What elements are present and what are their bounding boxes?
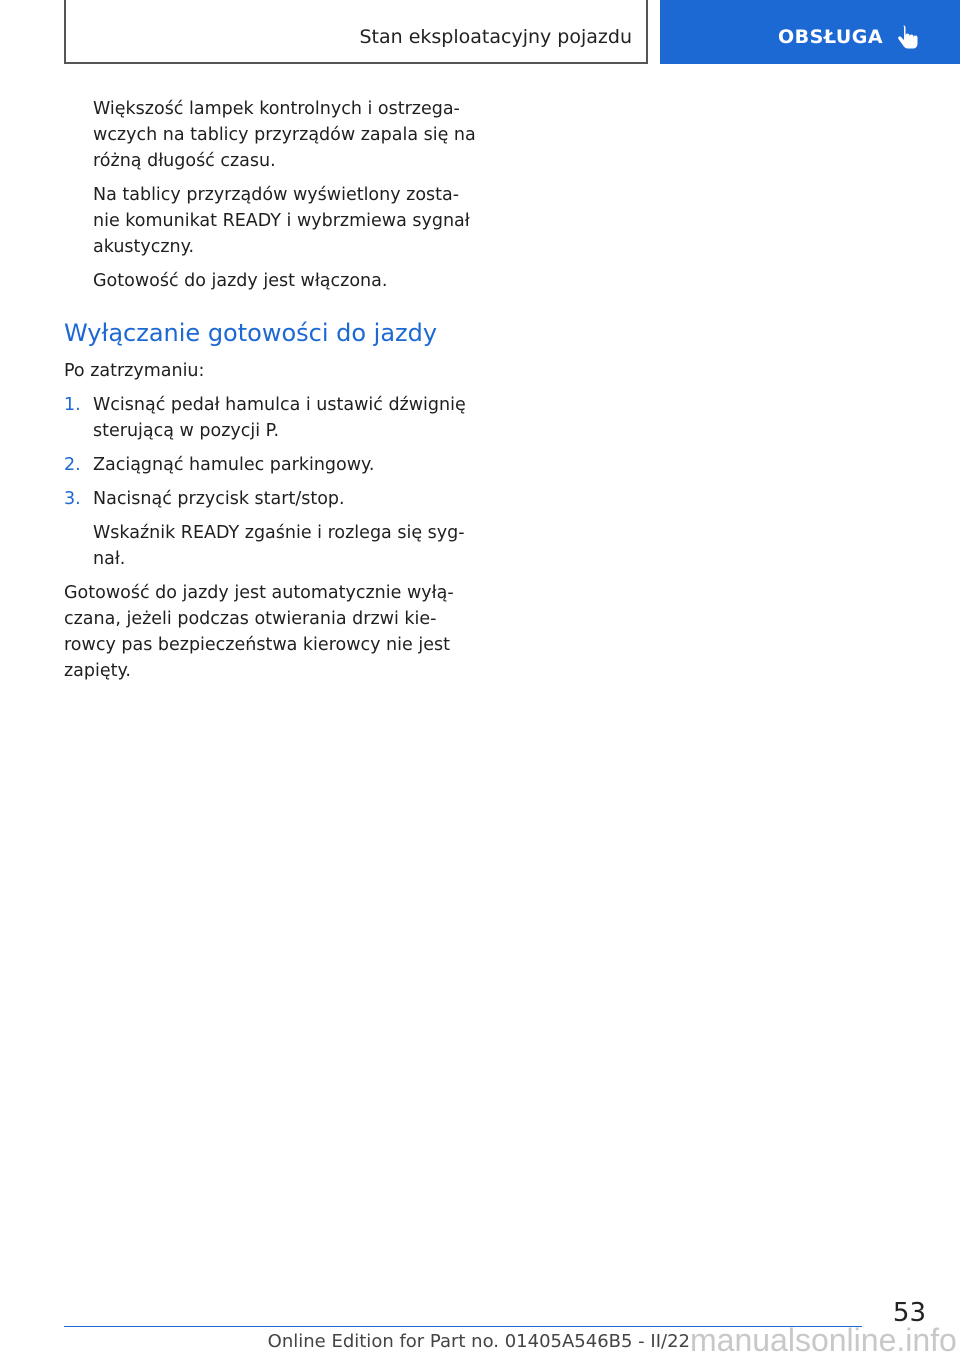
step-note: Wskaźnik READY zgaśnie i rozlega się syg- nał.	[93, 523, 465, 569]
edition-text: Online Edition for Part no. 01405A546B5 - II/22	[267, 1331, 690, 1352]
list-item	[64, 392, 484, 444]
page-number: 53	[892, 1298, 926, 1328]
pointing-hand-icon	[896, 25, 920, 53]
section-tab	[660, 0, 960, 64]
section-heading: Wyłączanie gotowości do jazdy	[64, 319, 438, 347]
list-item	[64, 452, 484, 478]
step-number: 3.	[64, 489, 81, 509]
intro-paragraph-3: Gotowość do jazdy jest włączona.	[93, 271, 388, 291]
chapter-title: Stan eksploatacyjny pojazdu	[359, 26, 632, 48]
list-item	[64, 486, 484, 512]
step-text: Wcisnąć pedał hamulca i ustawić dźwignię sterującą w pozycji P.	[93, 395, 466, 441]
step-text: Zaciągnąć hamulec parkingowy.	[93, 455, 375, 475]
intro-paragraph-1: Większość lampek kontrolnych i ostrzega- wczych na tablicy przyrządów zapala się na różną długość czasu.	[93, 99, 476, 171]
lead-text: Po zatrzymaniu:	[64, 361, 205, 381]
intro-paragraph-2: Na tablicy przyrządów wyświetlony zosta- nie komunikat READY i wybrzmiewa sygnał akustyczny.	[93, 185, 470, 257]
watermark: manualsonline.info	[690, 1322, 957, 1358]
step-number: 2.	[64, 455, 81, 475]
steps-list	[64, 392, 484, 512]
section-label: OBSŁUGA	[778, 26, 884, 48]
step-number: 1.	[64, 395, 81, 415]
page-content	[64, 96, 484, 692]
step-text: Nacisnąć przycisk start/stop.	[93, 489, 345, 509]
header-box	[64, 0, 648, 64]
closing-paragraph: Gotowość do jazdy jest automatycznie wyłą- czana, jeżeli podczas otwierania drzwi kie- rowcy pas bezpieczeństwa kierowcy nie jest zapięty.	[64, 583, 454, 681]
